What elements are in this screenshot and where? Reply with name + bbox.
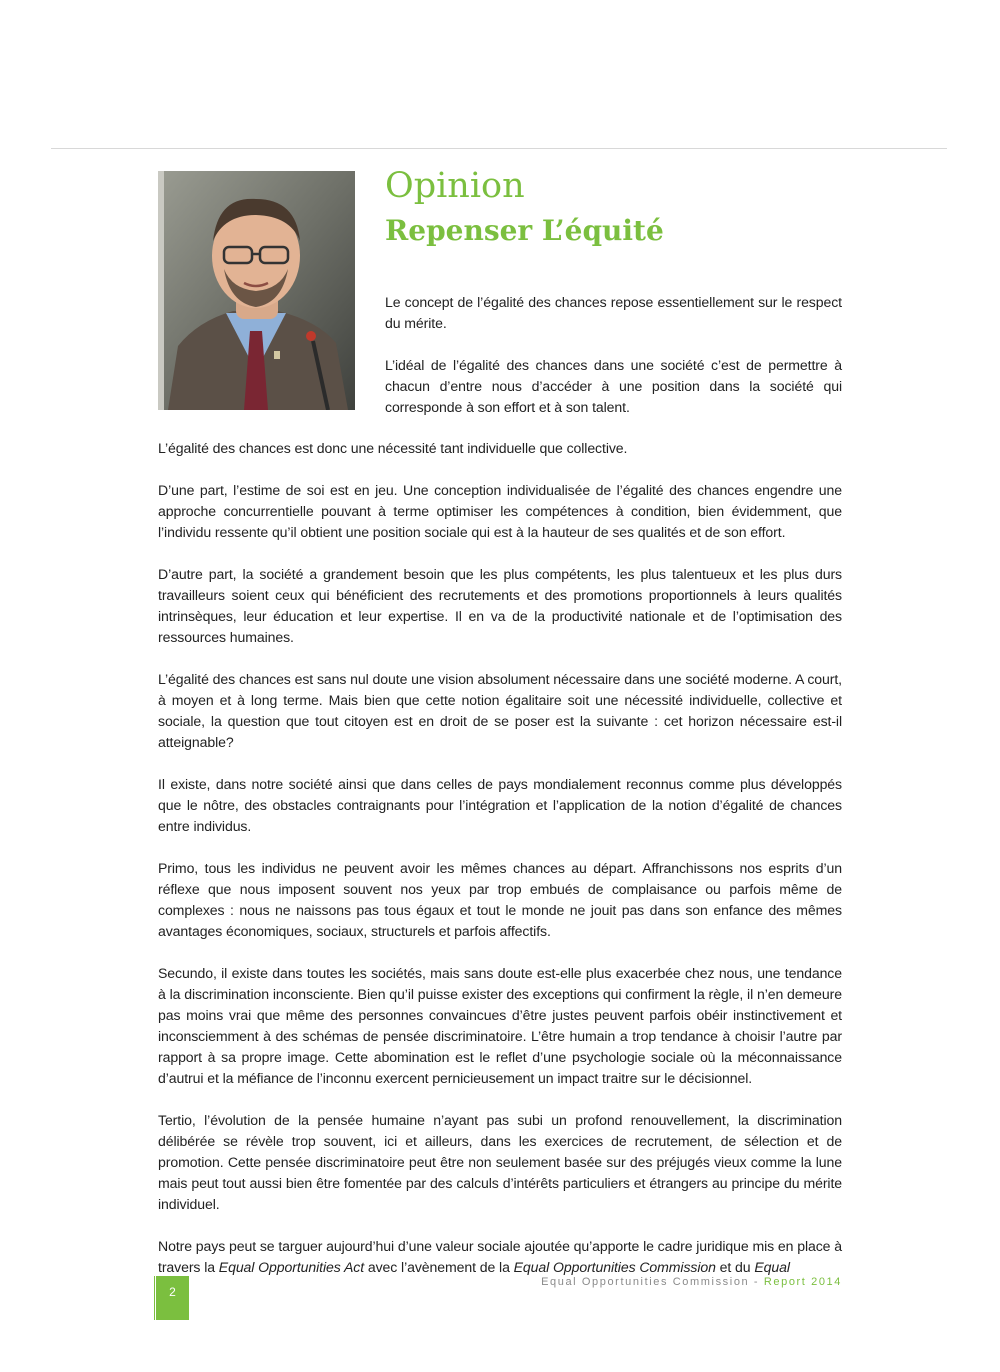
emphasis-commission: Equal Opportunities Commission — [513, 1259, 716, 1275]
footer-credit — [541, 1276, 842, 1288]
page-number: 2 — [169, 1285, 176, 1299]
title-block — [385, 166, 664, 248]
emphasis-equal: Equal — [754, 1259, 790, 1275]
page-subtitle: Repenser L’équité — [385, 214, 664, 247]
text-run: et du — [715, 1259, 755, 1275]
text-run: avec l’avènement de la — [364, 1259, 514, 1275]
body-text — [158, 438, 842, 1278]
paragraph: L’idéal de l’égalité des chances dans une société c’est de permettre à chacun d’entre nous d’accéder à une position dans la société qui corresponde à son effort et à son talent. — [385, 357, 842, 415]
footer-org: Equal Opportunities Commission - — [541, 1276, 764, 1288]
emphasis-act: Equal Opportunities Act — [218, 1259, 365, 1275]
paragraph: Secundo, il existe dans toutes les sociétés, mais sans doute est-elle plus exacerbée chez nous, une tendance à la discrimination inconsciente. Bien qu’il puisse exister des exceptions qui confirment la règle, il n’en demeure pas moins vrai que même des personnes convaincues d’être justes peuvent parfois obéir instinctivement et inconsciemment à des schémas de pensée discriminatoire. L’être humain a trop tendance à choisir l’autre par rapport à sa propre image. Cette abomination est le reflet d’une psychologie sociale où la méconnaissance d’autrui et la méfiance de l’inconnu exercent pernicieusement un impact traitre sur le décisionnel. — [158, 965, 842, 1086]
paragraph: L’égalité des chances est sans nul doute une vision absolument nécessaire dans une société moderne. A court, à moyen et à long terme. Mais bien que cette notion égalitaire soit une nécessité individuelle, collective et sociale, la question que tout citoyen est en droit de se poser est la suivante : cet horizon nécessaire est-il atteignable? — [158, 671, 842, 750]
paragraph: Primo, tous les individus ne peuvent avoir les mêmes chances au départ. Affranchissons nos esprits d’un réflexe que nous imposent souvent nos yeux par trop embués de complaisance ou parfois même de complexes : nous ne naissons pas tous égaux et tout le monde ne jouit pas dans son enfance des mêmes avantages économiques, sociaux, structurels et parfois affectifs. — [158, 860, 842, 939]
paragraph-last — [158, 1236, 842, 1278]
page-title: Opinion — [385, 166, 525, 206]
author-photo — [158, 171, 355, 410]
intro-text — [385, 292, 842, 418]
text-run: Notre pays peut se targuer aujourd’hui d’une valeur sociale ajoutée qu’apporte le cadre juridique mis en place à travers la — [158, 1238, 842, 1275]
paragraph: Le concept de l’égalité des chances repose essentiellement sur le respect du mérite. — [385, 294, 842, 331]
paragraph: D’une part, l’estime de soi est en jeu. Une conception individualisée de l’égalité des chances engendre une approche concurrentielle pouvant à terme optimiser les compétences à condition, bien évidemment, que l’individu ressente qu’il obtient une position sociale qui est à la hauteur de ses qualités et de son effort. — [158, 482, 842, 540]
page-number-edge — [154, 1276, 155, 1320]
header-divider — [51, 148, 947, 149]
paragraph: D’autre part, la société a grandement besoin que les plus compétents, les plus talentueux et les plus durs travailleurs soient ceux qui bénéficient des recrutements et des promotions proportionnels à leurs qualités intrinsèques, leur éducation et leur expertise. Il en va de la productivité nationale et de l’optimisation des ressources humaines. — [158, 566, 842, 645]
paragraph: Tertio, l’évolution de la pensée humaine n’ayant pas subi un profond renouvellement, la discrimination délibérée se révèle trop souvent, ici et ailleurs, dans les exercices de recrutement, de sélection et de promotion. Cette pensée discriminatoire peut être non seulement basée sur des préjugés vieux comme la lune mais peut tout aussi bien être fomentée par des calculs d’intérêts particuliers et étrangers au principe du mérite individuel. — [158, 1112, 842, 1212]
footer-report: Report 2014 — [763, 1276, 842, 1288]
paragraph: Il existe, dans notre société ainsi que dans celles de pays mondialement reconnus comme plus développés que le nôtre, des obstacles contraignants pour l’intégration et l’application de la notion d’égalité de chances entre individus. — [158, 776, 842, 834]
paragraph: L’égalité des chances est donc une nécessité tant individuelle que collective. — [158, 440, 628, 456]
page-number-tab — [156, 1276, 189, 1320]
